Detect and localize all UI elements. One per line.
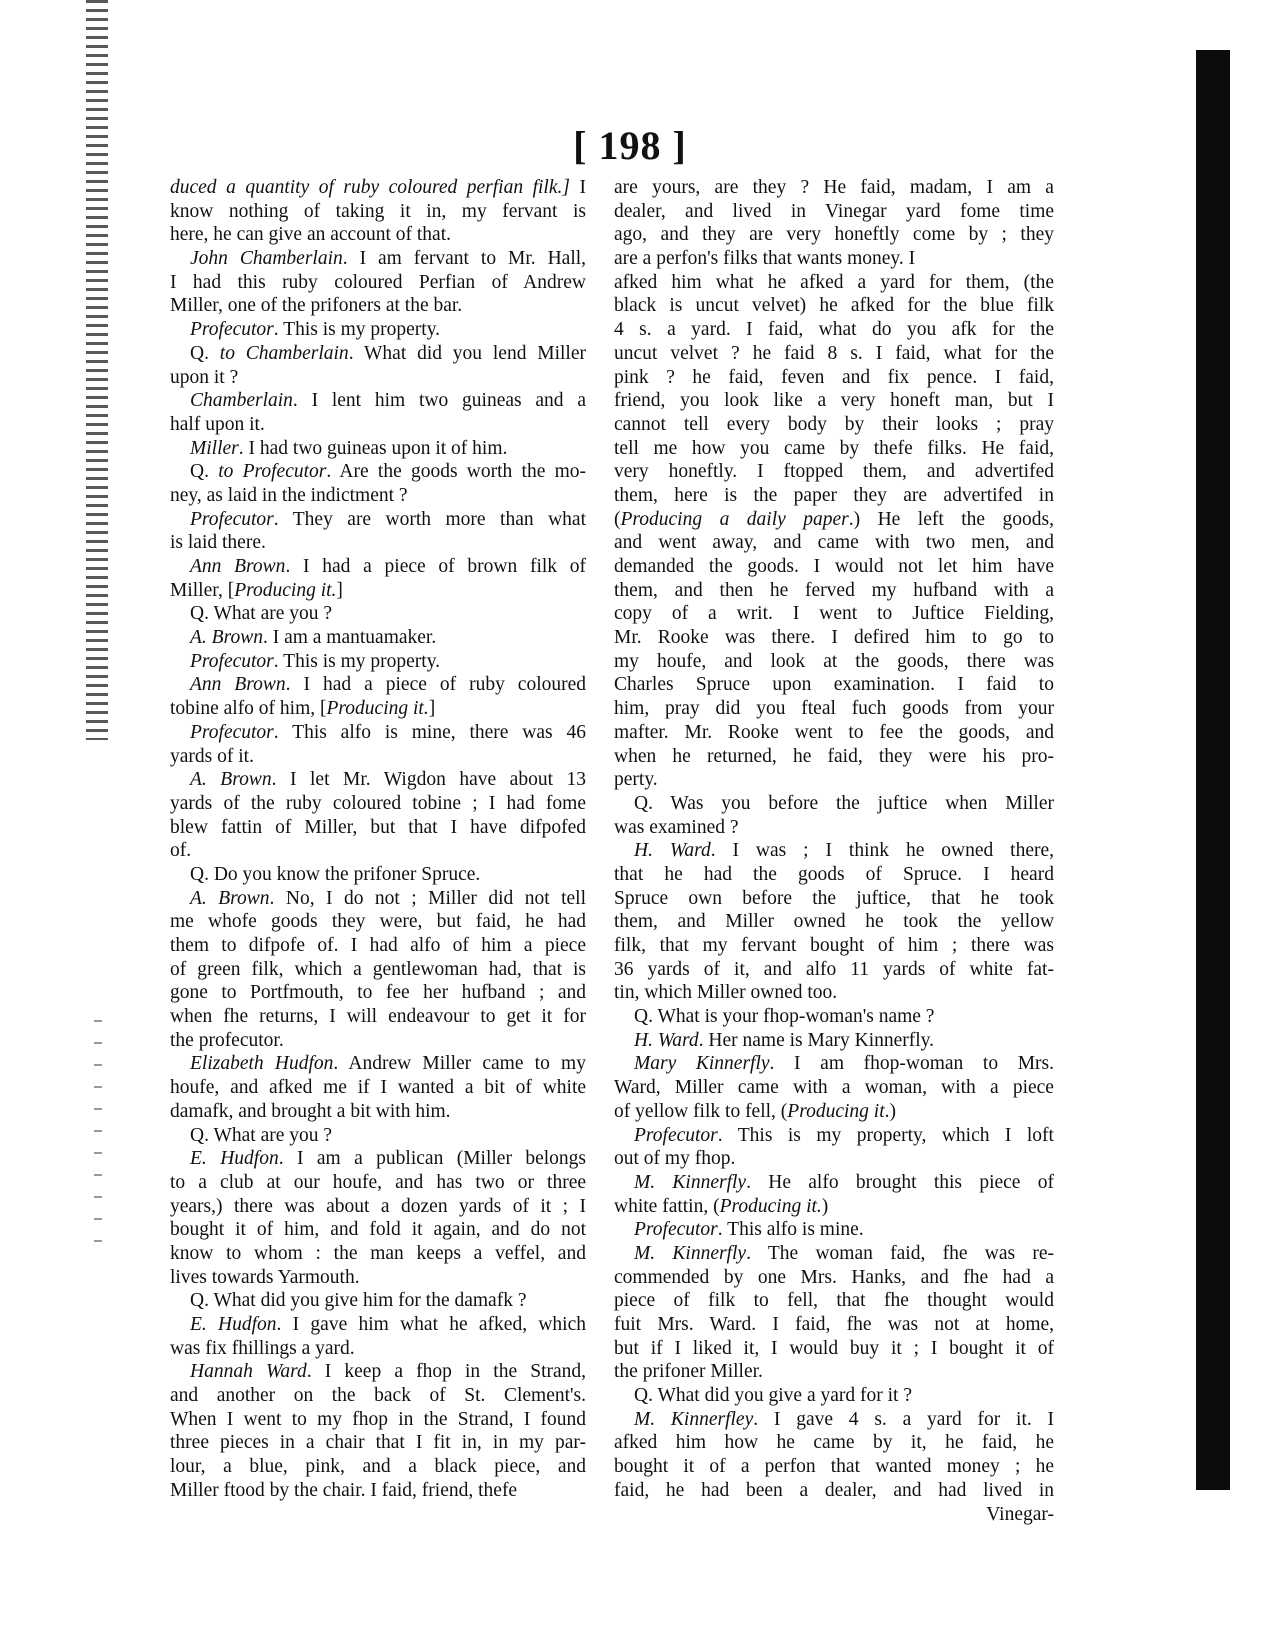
text-run: but if I liked it, I would buy it ; I bought it of [614,1337,1054,1359]
text-line [614,200,1054,224]
text-run: to a club at our houfe, and has two or three [170,1171,586,1193]
text-run: know to whom : the man keeps a veffel, and [170,1242,586,1264]
text-line [170,1076,586,1100]
text-run: Q. What did you give him for the damafk ? [190,1290,527,1312]
text-run: . I gave him what he afked, which [276,1314,586,1335]
text-line [614,958,1054,982]
text-line [614,389,1054,413]
italic-run: Ann Brown [190,674,286,696]
text-line [614,1384,1054,1408]
text-run: perty. [614,769,658,791]
text-run: blew fattin of Miller, but that I have difpofed [170,816,586,838]
text-run: Q. What is your fhop-woman's name ? [634,1006,935,1028]
text-line [614,460,1054,484]
text-run: lour, a blue, pink, and a black piece, and [170,1456,586,1478]
text-line [170,697,586,721]
text-line [170,176,586,200]
text-run: demanded the goods. I would not let him have [614,556,1054,577]
text-run: the prifoner Miller. [614,1361,763,1383]
italic-run: Profecutor [190,650,274,672]
text-run: . The woman faid, fhe was re- [746,1242,1054,1264]
text-line [614,1100,1054,1124]
text-run: yards of it. [170,745,254,767]
text-run: here, he can give an account of that. [170,224,451,246]
text-line [614,223,1054,247]
text-line [170,673,586,697]
text-run: . I had a piece of ruby coloured [285,674,586,696]
text-line [614,318,1054,342]
italic-run: A. Brown [190,769,272,791]
italic-run: Chamberlain [190,390,293,412]
text-line [170,934,586,958]
text-line [170,247,586,271]
text-line [614,863,1054,887]
text-run: tobine alfo of him, [ [170,698,327,720]
text-run: . I had two guineas upon it of him. [238,437,508,459]
text-line [614,531,1054,555]
text-run: gone to Portfmouth, to fee her hufband ; and [170,982,586,1004]
text-run: ney, as laid in the indictment ? [170,484,408,506]
text-line [170,768,586,792]
text-run: pink ? he faid, feven and fix pence. I faid, [614,366,1054,388]
text-line [614,1052,1054,1076]
page-number: [ 198 ] [573,123,687,168]
italic-run: H. Ward [634,1029,699,1051]
italic-run: Profecutor [634,1124,718,1146]
text-run: . This is my property. [273,650,441,672]
text-line [170,1266,586,1290]
italic-run: E. Hudfon [190,1148,279,1170]
italic-run: E. Hudfon [190,1314,277,1335]
text-line [614,366,1054,390]
text-line [614,650,1054,674]
text-run: them, here is the paper they are advertifed in [614,484,1054,506]
text-run: them, and Miller owned he took the yellow [614,911,1054,933]
text-run: them to difpofe of. I had alfo of him a piece [170,935,586,956]
italic-run: Profecutor [190,508,274,530]
text-line [170,579,586,603]
text-run: Spruce own before the juftice, that he took [614,887,1054,909]
text-run: copy of a writ. I went to Juftice Fielding, [614,603,1054,625]
text-line [170,437,586,461]
text-run: cannot tell every body by their looks ; pray [614,413,1054,435]
text-run: lives towards Yarmouth. [170,1266,360,1288]
text-run: me whofe goods they were, but faid, he had [170,911,586,933]
text-run: 4 s. a yard. I faid, what do you afk for the [614,319,1054,341]
text-line [170,721,586,745]
text-line [170,1384,586,1408]
text-line [614,981,1054,1005]
italic-run: Producing it. [234,579,337,601]
text-run: . I had a piece of brown filk of [285,556,586,577]
text-line [170,318,586,342]
text-run: Vinegar- [986,1503,1054,1525]
text-run: Q. [190,342,220,364]
text-line [614,1242,1054,1266]
text-line [614,1124,1054,1148]
italic-run: Profecutor [190,721,274,743]
italic-run: to Chamberlain [219,342,349,364]
text-line [170,271,586,295]
text-run: . Are the goods worth the mo- [326,461,586,483]
text-line [614,816,1054,840]
text-line [614,1005,1054,1029]
text-run: upon it ? [170,366,239,388]
text-run: Ward, Miller came with a woman, with a piece [614,1077,1054,1099]
text-line [170,1029,586,1053]
text-run: I had this ruby coloured Perfian of Andrew [170,271,586,293]
text-run: filk, that my fervant bought of him ; there was [614,935,1054,956]
text-run: ago, and they are very honeftly come by ; they [614,224,1054,246]
text-line [170,1218,586,1242]
text-line [614,697,1054,721]
italic-run: Producing it. [719,1195,822,1217]
text-line [170,1431,586,1455]
text-run: of. [170,840,192,862]
text-line [170,1100,586,1124]
text-line [170,887,586,911]
text-line [170,1360,586,1384]
italic-run: Producing it. [326,698,429,720]
text-line [614,602,1054,626]
text-line [614,1029,1054,1053]
text-line [170,650,586,674]
text-line [614,1503,1054,1527]
text-line [170,1124,586,1148]
text-line [614,673,1054,697]
text-run: yards of the ruby coloured tobine ; I had fome [170,792,586,814]
text-run: Q. [190,461,219,483]
text-run: . Andrew Miller came to my [333,1053,586,1075]
text-run: tell me how you came by thefe filks. He faid, [614,437,1054,459]
text-run: of green filk, which a gentlewoman had, that is [170,958,586,980]
text-run: when he returned, he faid, they were his pro- [614,745,1054,767]
text-run: the profecutor. [170,1029,284,1051]
text-run: three pieces in a chair that I fit in, in my par- [170,1432,586,1454]
text-line [614,1431,1054,1455]
text-line [170,626,586,650]
text-run: . What did you lend Miller [348,342,586,364]
italic-run: Miller [190,437,239,459]
text-line [614,1337,1054,1361]
text-line [170,1337,586,1361]
text-line [614,271,1054,295]
text-line [170,460,586,484]
text-run: 36 yards of it, and alfo 11 yards of white fat- [614,958,1054,980]
text-run: that he had the goods of Spruce. I heard [614,863,1054,885]
text-run: . I am fervant to Mr. Hall, [342,248,586,270]
text-line [170,816,586,840]
text-run: When I went to my fhop in the Strand, I found [170,1408,586,1430]
text-line [614,1076,1054,1100]
text-run: ) [821,1195,829,1217]
text-line [614,247,1054,271]
text-run: . I am a mantuamaker. [262,627,437,649]
text-run: . I am a publican (Miller belongs [278,1148,586,1170]
text-line [170,1052,586,1076]
text-run: . Her name is Mary Kinnerfly. [698,1029,935,1051]
text-run: . This is my property, which I loft [717,1124,1054,1146]
italic-run: M. Kinnerfley [634,1408,754,1430]
text-run: Q. Was you before the juftice when Miller [634,792,1054,814]
text-run: Q. What are you ? [190,1124,333,1146]
text-run: are yours, are they ? He faid, madam, I am a [614,177,1054,198]
text-run: half upon it. [170,413,265,435]
text-run: houfe, and afked me if I wanted a bit of white [170,1077,586,1099]
text-run: . No, I do not ; Miller did not tell [269,887,586,909]
italic-run: M. Kinnerfly [634,1171,747,1193]
text-line [170,1408,586,1432]
text-run: dealer, and lived in Vinegar yard fome time [614,200,1054,222]
text-line [170,389,586,413]
text-run: fuit Mrs. Ward. I faid, fhe was not at home, [614,1314,1054,1335]
text-line [614,626,1054,650]
text-line [614,839,1054,863]
text-line [614,1455,1054,1479]
text-run: tin, which Miller owned too. [614,982,838,1004]
text-line [614,1171,1054,1195]
text-line [614,1479,1054,1503]
italic-run: A. Brown [190,887,270,909]
text-line [614,176,1054,200]
text-run: him, pray did you fteal fuch goods from your [614,698,1054,720]
text-line [614,508,1054,532]
text-run: damafk, and brought a bit with him. [170,1100,451,1122]
text-run: Q. What did you give a yard for it ? [634,1385,912,1407]
text-line [170,294,586,318]
text-run: . I lent him two guineas and a [292,390,586,412]
text-line [614,1195,1054,1219]
text-run: . I keep a fhop in the Strand, [306,1361,586,1383]
text-line [614,484,1054,508]
text-line [170,1242,586,1266]
text-line [170,863,586,887]
text-run: them, and then he ferved my hufband with a [614,579,1054,601]
text-line [614,1408,1054,1432]
text-line [170,531,586,555]
text-run: Miller, one of the prifoners at the bar. [170,295,463,317]
text-line [170,1479,586,1503]
text-line [170,910,586,934]
text-line [614,1360,1054,1384]
text-run: are a perfon's filks that wants money. I [614,248,916,270]
text-line [170,366,586,390]
text-line [170,1455,586,1479]
text-run: . This is my property. [273,319,441,341]
text-line [170,1005,586,1029]
text-run: know nothing of taking it in, my fervant is [170,200,586,222]
text-run: was fix fhillings a yard. [170,1337,355,1359]
italic-run: Profecutor [634,1219,718,1241]
text-run: and went away, and came with two men, and [614,532,1054,554]
text-run: bought it of a perfon that wanted money ; he [614,1456,1054,1478]
italic-run: Mary Kinnerfly [634,1053,770,1075]
text-run: and another on the back of St. Clement's. [170,1385,586,1407]
text-line [170,792,586,816]
text-run: Mr. Rooke was there. I defired him to go to [614,627,1054,649]
text-run: piece of filk to fell, that fhe thought would [614,1290,1054,1312]
text-run: out of my fhop. [614,1148,736,1170]
text-run: Q. Do you know the prifoner Spruce. [190,863,481,885]
italic-run: Hannah Ward [190,1361,307,1383]
italic-run: Profecutor [190,319,274,341]
text-run: . They are worth more than what [273,508,586,530]
text-run: mafter. Mr. Rooke went to fee the goods, and [614,721,1054,743]
text-line [614,1147,1054,1171]
text-line [170,484,586,508]
text-run: was examined ? [614,816,739,838]
text-run: ( [614,508,621,530]
italic-run: A. Brown [190,627,263,649]
text-line [170,413,586,437]
text-line [614,342,1054,366]
text-run: friend, you look like a very honeft man, but I [614,390,1054,412]
text-line [614,1289,1054,1313]
text-run: commended by one Mrs. Hanks, and fhe had a [614,1266,1054,1288]
text-run: white fattin, ( [614,1195,720,1217]
text-line [170,745,586,769]
text-run: years,) there was about a dozen yards of it ; I [170,1195,586,1217]
italic-run: duced a quantity of ruby coloured perfian filk.] [170,177,570,198]
text-line [170,200,586,224]
italic-run: Ann Brown [190,556,286,577]
italic-run: H. Ward [634,840,711,862]
text-run: Charles Spruce upon examination. I faid to [614,674,1054,696]
text-run: of yellow filk to fell, ( [614,1100,788,1122]
text-line [170,508,586,532]
text-line [614,294,1054,318]
text-run: black is uncut velvet) he afked for the blue filk [614,295,1054,317]
text-line [614,1313,1054,1337]
right-column [614,176,1054,1526]
text-line [170,602,586,626]
text-line [170,981,586,1005]
text-run: bought it of him, and fold it again, and do not [170,1219,586,1241]
text-run: .) [884,1100,896,1122]
text-run: my houfe, and look at the goods, there was [614,650,1054,672]
text-run: . This alfo is mine, there was 46 [273,721,586,743]
text-run: . I was ; I think he owned there, [710,840,1054,862]
text-run: .) He left the goods, [848,508,1054,530]
text-run: when fhe returns, I will endeavour to get it for [170,1006,586,1028]
left-column [170,176,586,1503]
text-run: afked him what he afked a yard for them, (the [614,271,1054,293]
text-run: is laid there. [170,532,266,554]
text-run: Miller, [ [170,579,235,601]
text-run: very honeftly. I ftopped them, and advertifed [614,461,1054,483]
text-line [170,1171,586,1195]
text-line [614,745,1054,769]
text-line [614,413,1054,437]
text-line [170,1289,586,1313]
text-line [170,1313,586,1337]
text-line [614,768,1054,792]
text-line [614,1218,1054,1242]
text-run: Miller ftood by the chair. I faid, friend, thefe [170,1479,518,1501]
text-line [170,1195,586,1219]
text-line [614,910,1054,934]
text-run: afked him how he came by it, he faid, he [614,1432,1054,1454]
text-run: I [569,177,586,198]
page-edge-shadow [1196,50,1230,1490]
text-line [170,958,586,982]
binding-shadow-lower [94,1020,102,1250]
italic-run: Producing it [787,1100,885,1122]
italic-run: M. Kinnerfly [634,1242,747,1264]
text-line [614,887,1054,911]
italic-run: Producing a daily paper [620,508,849,530]
text-run: . I gave 4 s. a yard for it. I [753,1408,1054,1430]
text-line [170,839,586,863]
text-line [170,342,586,366]
text-line [614,555,1054,579]
italic-run: to Profecutor [218,461,327,483]
italic-run: John Chamberlain [190,248,343,270]
text-line [170,1147,586,1171]
text-line [614,721,1054,745]
text-run: . I am fhop-woman to Mrs. [769,1053,1054,1075]
text-run: ] [428,698,436,720]
text-line [170,223,586,247]
text-line [170,555,586,579]
text-run: . He alfo brought this piece of [746,1171,1054,1193]
text-line [614,1266,1054,1290]
text-run: faid, he had been a dealer, and had lived in [614,1479,1054,1501]
text-run: Q. What are you ? [190,603,333,625]
text-run: . This alfo is mine. [717,1219,864,1241]
text-line [614,437,1054,461]
binding-shadow [86,0,108,740]
text-line [614,934,1054,958]
text-line [614,792,1054,816]
text-run: . I let Mr. Wigdon have about 13 [271,769,586,791]
text-line [614,579,1054,603]
italic-run: Elizabeth Hudfon [190,1053,334,1075]
text-run: ] [336,579,343,601]
text-run: uncut velvet ? he faid 8 s. I faid, what for the [614,342,1054,364]
